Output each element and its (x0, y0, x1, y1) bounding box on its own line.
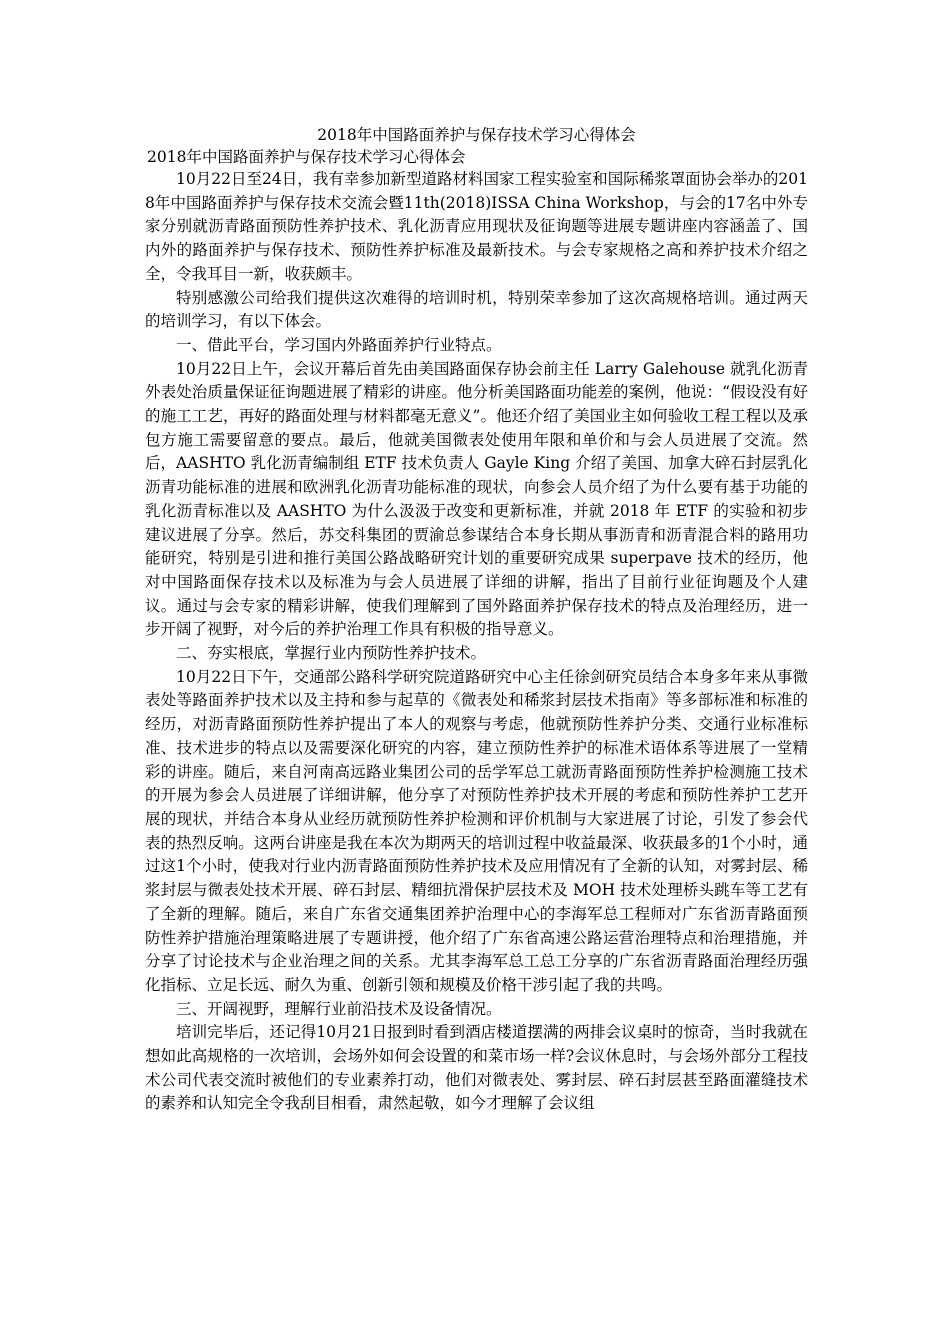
section-heading-1: 一、借此平台，学习国内外路面养护行业特点。 (176, 335, 502, 354)
section-heading-2: 二、夯实根底，掌握行业内预防性养护技术。 (176, 644, 487, 663)
paragraph-thanks: 特别感激公司给我们提供这次难得的培训时机，特别荣幸参加了这次高规格培训。通过两天的培训学习，有以下体会。 (145, 288, 808, 331)
section-heading-3: 三、开阔视野，理解行业前沿技术及设备情况。 (176, 999, 502, 1018)
paragraph-section-1: 10月22日上午，会议开幕后首先由美国路面保存协会前主任 Larry Galehouse 就乳化沥青外表处治质量保证征询题进展了精彩的讲座。他分析美国路面功能差的案例，他说：“假设没有好的施工工艺，再好的路面处理与材料都毫无意义”。他还介绍了美国业主如何验收工程工程以及承包方施工需要留意的要点。最后，他就美国微表处使用年限和单价和与会人员进展了交流。然后，AASHTO 乳化沥青编制组 ETF 技术负责人 Gayle King 介绍了美国、加拿大碎石封层乳化沥青功能标准的进展和欧洲乳化沥青功能标准的现状，向参会人员介绍了为什么要有基于功能的乳化沥青标准以及 AASHTO 为什么汲汲于改变和更新标准，并就 2018 年 ETF 的实验和初步建议进展了分享。然后，苏交科集团的贾渝总参谋结合本身长期从事沥青和沥青混合料的路用功能研究，特别是引进和推行美国公路战略研究计划的重要研究成果 superpave 技术的经历，他对中国路面保存技术以及标准为与会人员进展了详细的讲解，指出了目前行业征询题及个人建议。通过与会专家的精彩讲解，使我们理解到了国外路面养护保存技术的特点及治理经历，进一步开阔了视野，对今后的养护治理工作具有积极的指导意义。 (145, 359, 808, 639)
paragraph-intro: 10月22日至24日，我有幸参加新型道路材料国家工程实验室和国际稀浆罩面协会举办的2018年中国路面养护与保存技术交流会暨11th(2018)ISSA China Workshop，与会的17名中外专家分别就沥青路面预防性养护技术、乳化沥青应用现状及征询题等进展专题讲座内容涵盖了、国内外的路面养护与保存技术、预防性养护标准及最新技术。与会专家规格之高和养护技术介绍之全，令我耳目一新，收获颇丰。 (145, 170, 808, 283)
document-title: 2018年中国路面养护与保存技术学习心得体会 (317, 126, 636, 144)
document-subtitle: 2018年中国路面养护与保存技术学习心得体会 (147, 148, 466, 166)
paragraph-section-3: 培训完毕后，还记得10月21日报到时看到酒店楼道摆满的两排会议桌时的惊奇，当时我就在想如此高规格的一次培训，会场外如何会设置的和菜市场一样?会议休息时，与会场外部分工程技术公司代表交流时被他们的专业素养打动，他们对微表处、雾封层、碎石封层甚至路面灌缝技术的素养和认知完全令我刮目相看，肃然起敬，如今才理解了会议组 (145, 1023, 808, 1113)
paragraph-section-2: 10月22日下午，交通部公路科学研究院道路研究中心主任徐剑研究员结合本身多年来从事微表处等路面养护技术以及主持和参与起草的《微表处和稀浆封层技术指南》等多部标准和标准的经历，对沥青路面预防性养护提出了本人的观察与考虑，他就预防性养护分类、交通行业标准标准、技术进步的特点以及需要深化研究的内容，建立预防性养护的标准术语体系等进展了一堂精彩的讲座。随后，来自河南高远路业集团公司的岳学军总工就沥青路面预防性养护检测施工技术的开展为参会人员进展了详细讲解，他分享了对预防性养护技术开展的考虑和预防性养护工艺开展的现状，并结合本身从业经历就预防性养护检测和评价机制与大家进展了讨论，引发了参会代表的热烈反响。这两台讲座是我在本次为期两天的培训过程中收益最深、收获最多的1个小时，通过这1个小时，使我对行业内沥青路面预防性养护技术及应用情况有了全新的认知，对雾封层、稀浆封层与微表处技术开展、碎石封层、精细抗滑保护层技术及 MOH 技术处理桥头跳车等工艺有了全新的理解。随后，来自广东省交通集团养护治理中心的李海军总工程师对广东省沥青路面预防性养护措施治理策略进展了专题讲授，他介绍了广东省高速公路运营治理特点和治理措施，并分享了讨论技术与企业治理之间的关系。尤其李海军总工总工分享的广东省沥青路面治理经历强化指标、立足长远、耐久为重、创新引领和规模及价格干涉引起了我的共鸣。 (145, 667, 808, 994)
document-page (145, 124, 808, 1116)
